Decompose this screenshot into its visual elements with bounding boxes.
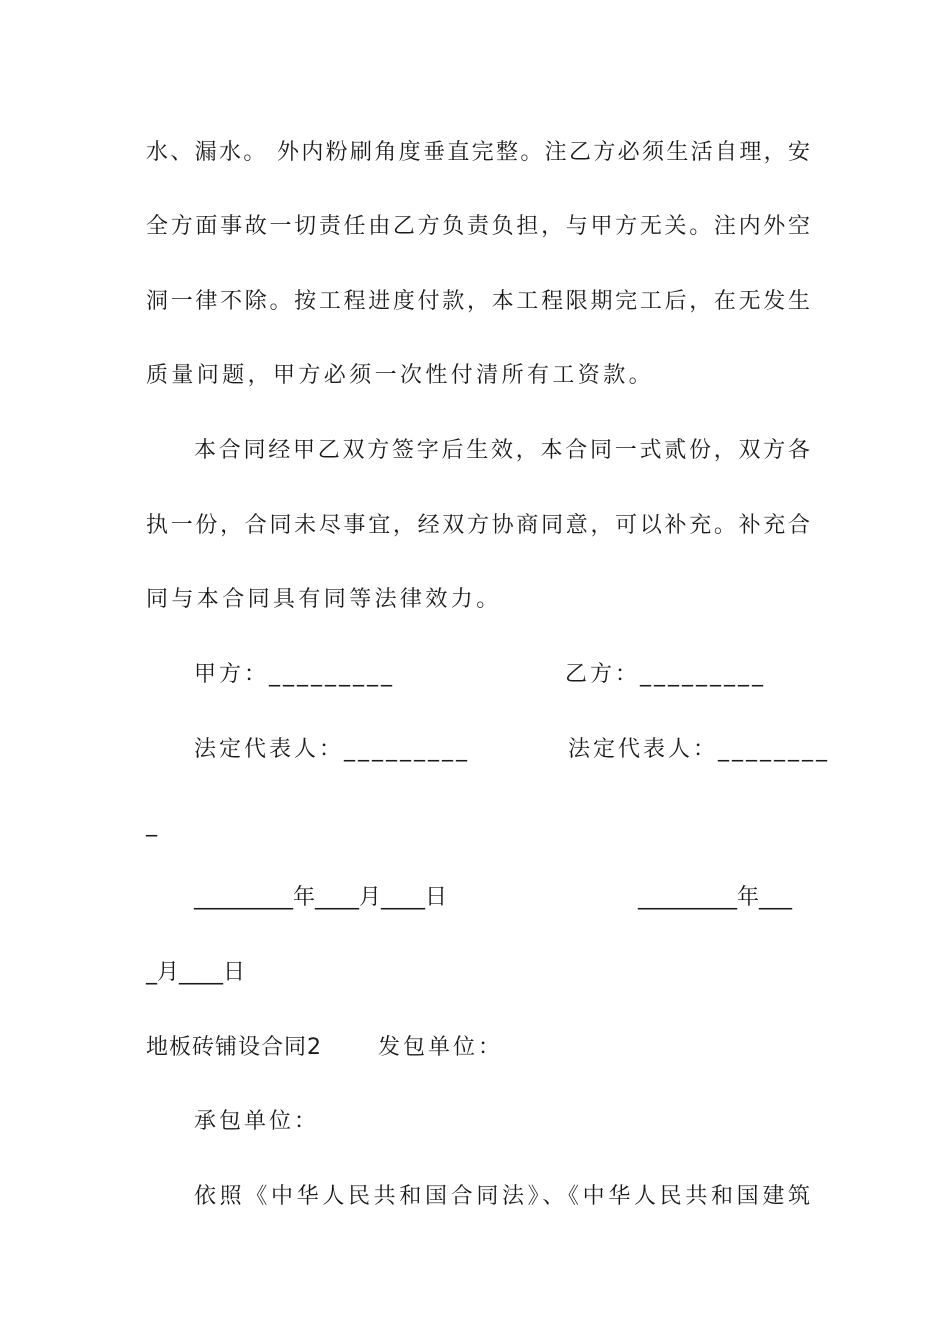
date-a-field: _________年____月____日 [194, 885, 448, 910]
paragraph-1-line-2: 全方面事故一切责任由乙方负责负担，与甲方无关。注内外空 [146, 214, 810, 239]
paragraph-2-line-3: 同与本合同具有同等法律效力。 [146, 587, 502, 612]
paragraph-2-line-1: 本合同经甲乙双方签字后生效，本合同一式贰份，双方各 [194, 438, 810, 463]
paragraph-1-line-4: 质量问题，甲方必须一次性付清所有工资款。 [146, 363, 655, 388]
contractor-label: 承包单位： [194, 1109, 320, 1134]
contract-2-intro-line: 依照《中华人民共和国合同法》、《中华人民共和国建筑 [194, 1184, 810, 1209]
employer-label: 发包单位： [378, 1035, 504, 1060]
contract-2-heading: 地板砖铺设合同2 [146, 1035, 322, 1060]
legal-rep-b-field: 法定代表人：________ [568, 737, 831, 762]
paragraph-1-line-1: 水、漏水。 外内粉刷角度垂直完整。注乙方必须生活自理，安 [146, 140, 810, 165]
party-a-field: 甲方：_________ [194, 662, 396, 687]
legal-rep-a-field: 法定代表人：_________ [194, 737, 471, 762]
legal-rep-b-wrap: _ [146, 812, 160, 837]
date-b-wrap: _月____日 [146, 960, 246, 985]
paragraph-1-line-3: 洞一律不除。按工程进度付款，本工程限期完工后，在无发生 [146, 289, 810, 314]
party-b-field: 乙方：_________ [565, 662, 767, 687]
date-b-field: _________年___ [638, 885, 793, 910]
paragraph-2-line-2: 执一份，合同未尽事宜，经双方协商同意，可以补充。补充合 [146, 513, 810, 538]
